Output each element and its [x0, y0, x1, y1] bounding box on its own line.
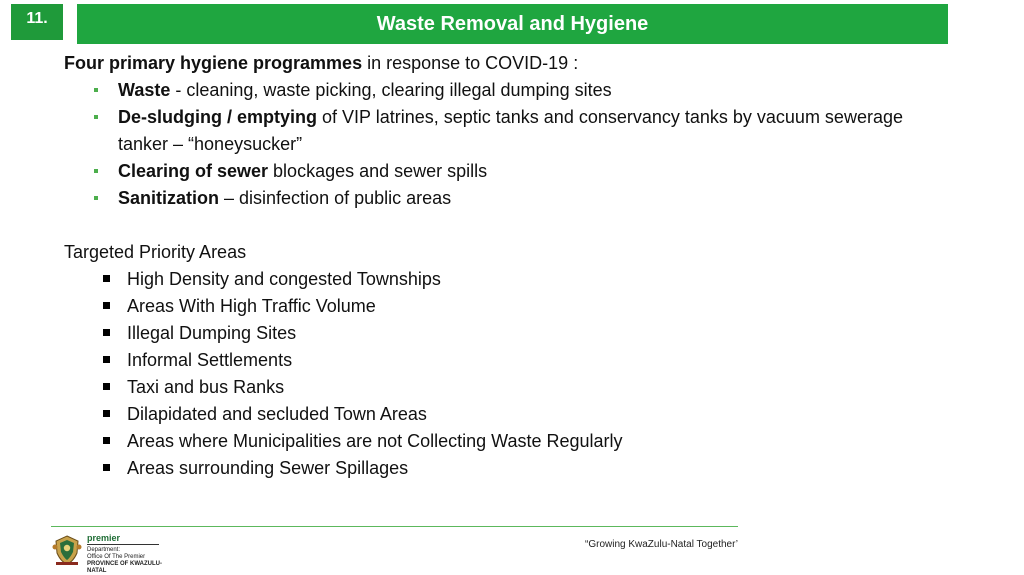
priority-heading: Targeted Priority Areas — [64, 242, 247, 262]
programme-bold: Sanitization — [118, 188, 220, 208]
slide-title: Waste Removal and Hygiene — [77, 4, 948, 44]
programme-text: - cleaning, waste picking, clearing illegal dumping sites — [170, 80, 612, 100]
programme-item-desludging — [92, 104, 944, 158]
list-item: Areas With High Traffic Volume — [102, 293, 944, 320]
intro-rest: in response to COVID-19 : — [362, 53, 579, 73]
list-item: Informal Settlements — [102, 347, 944, 374]
programme-text: – disinfection of public areas — [219, 188, 452, 208]
footer-tagline: “Growing KwaZulu-Natal Together’ — [585, 539, 739, 550]
list-item: Areas surrounding Sewer Spillages — [102, 455, 944, 482]
logo-divider — [87, 544, 159, 545]
coat-of-arms-icon — [51, 533, 83, 567]
logo-office: Office Of The Premier — [87, 554, 146, 560]
priority-list — [64, 266, 944, 482]
slide-number: 11. — [11, 4, 63, 40]
programme-bold: Waste — [118, 80, 171, 100]
logo-province: PROVINCE OF KWAZULU-NATAL — [87, 561, 162, 574]
programme-text: of VIP latrines, septic tanks and conservancy tanks by vacuum sewerage tanker – “honeysucker” — [118, 107, 903, 154]
programme-bold: Clearing of sewer — [118, 161, 269, 181]
programme-bold: De-sludging / emptying — [118, 107, 318, 127]
list-item: Illegal Dumping Sites — [102, 320, 944, 347]
intro-line — [64, 50, 944, 77]
slide-content — [64, 50, 944, 482]
programme-item-sanitization — [92, 185, 944, 212]
list-item: Taxi and bus Ranks — [102, 374, 944, 401]
programme-item-sewer — [92, 158, 944, 185]
programme-item-waste — [92, 77, 944, 104]
intro-bold: Four primary hygiene programmes — [64, 53, 363, 73]
programme-text: blockages and sewer spills — [268, 161, 488, 181]
footer-divider — [51, 526, 738, 527]
logo-text — [87, 533, 181, 575]
list-item: Dilapidated and secluded Town Areas — [102, 401, 944, 428]
programme-list — [64, 77, 944, 212]
logo-department: Department: — [87, 547, 121, 553]
list-item: High Density and congested Townships — [102, 266, 944, 293]
logo-premier: premier — [87, 533, 121, 543]
premier-logo — [51, 533, 181, 574]
list-item: Areas where Municipalities are not Collecting Waste Regularly — [102, 428, 944, 455]
